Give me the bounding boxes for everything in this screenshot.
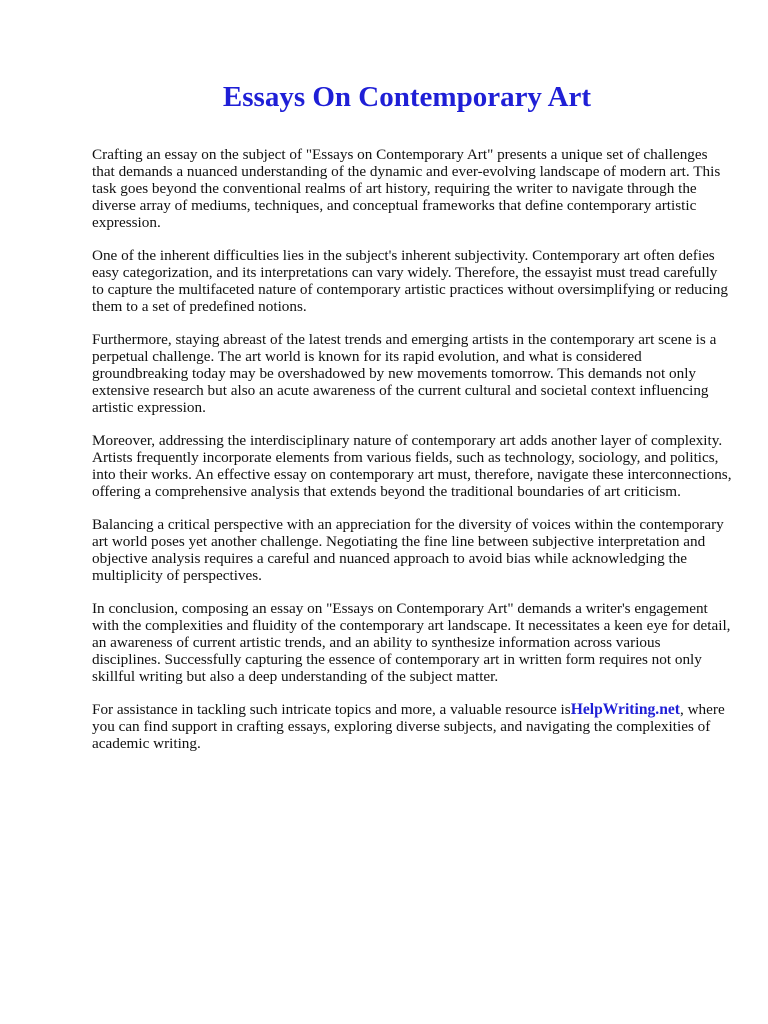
closing-text-after-link: , where you can find support in crafting essays, exploring diverse subjects, and navigating the complexities of academic writing.	[92, 701, 725, 752]
document-title: Essays On Contemporary Art	[222, 81, 592, 113]
paragraph-conclusion: In conclusion, composing an essay on "Essays on Contemporary Art" demands a writer's engagement with the complexities and fluidity of the contemporary art landscape. It necessitates a keen eye for detail, an awareness of current artistic trends, and an ability to synthesize information across various disciplines. Successfully capturing the essence of contemporary art in written form requires not only skillful writing but also a deep understanding of the subject matter.	[92, 600, 731, 685]
paragraph-perspective: Balancing a critical perspective with an appreciation for the diversity of voices within the contemporary art world poses yet another challenge. Negotiating the fine line between subjective interpretation and objective analysis requires a careful and nuanced approach to avoid bias while acknowledging the multiplicity of perspectives.	[92, 516, 724, 584]
paragraph-closing	[92, 701, 732, 752]
paragraph-intro: Crafting an essay on the subject of "Essays on Contemporary Art" presents a unique set of challenges that demands a nuanced understanding of the dynamic and ever-evolving landscape of modern art. This task goes beyond the conventional realms of art history, requiring the writer to navigate through the diverse array of mediums, techniques, and conceptual frameworks that define contemporary artistic expression.	[92, 146, 721, 231]
paragraph-trends: Furthermore, staying abreast of the latest trends and emerging artists in the contemporary art scene is a perpetual challenge. The art world is known for its rapid evolution, and what is considered groundbreaking today may be overshadowed by new movements tomorrow. This demands not only extensive research but also an acute awareness of the current cultural and societal context influencing artistic expression.	[92, 331, 717, 416]
paragraph-subjectivity: One of the inherent difficulties lies in the subject's inherent subjectivity. Contemporary art often defies easy categorization, and its interpretations can vary widely. Therefore, the essayist must tread carefully to capture the multifaceted nature of contemporary artistic practices without oversimplifying or reducing them to a set of predefined notions.	[92, 247, 728, 315]
document-body	[92, 146, 732, 768]
helpwriting-link[interactable]: HelpWriting.net	[570, 701, 680, 718]
paragraph-interdisciplinary: Moreover, addressing the interdisciplinary nature of contemporary art adds another layer of complexity. Artists frequently incorporate elements from various fields, such as technology, sociology, and politics, into their works. An effective essay on contemporary art must, therefore, navigate these interconnections, offering a comprehensive analysis that extends beyond the traditional boundaries of art criticism.	[92, 432, 732, 500]
closing-text-before-link: For assistance in tackling such intricate topics and more, a valuable resource is	[92, 701, 571, 718]
